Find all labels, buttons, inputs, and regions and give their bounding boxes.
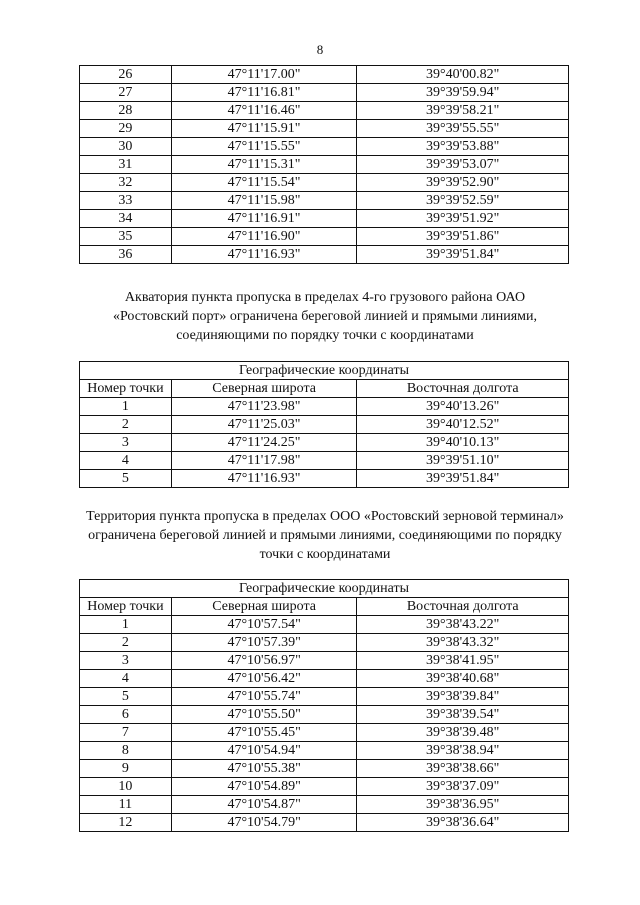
header-point-number: Номер точки	[80, 598, 172, 616]
table-row	[80, 688, 569, 706]
table-row	[80, 724, 569, 742]
longitude-cell: 39°38'39.84"	[357, 688, 569, 706]
longitude-cell: 39°38'39.48"	[357, 724, 569, 742]
table-row	[80, 760, 569, 778]
point-number-cell: 29	[80, 120, 172, 138]
point-number-cell: 9	[80, 760, 172, 778]
table-row	[80, 120, 569, 138]
longitude-cell: 39°40'10.13"	[357, 434, 569, 452]
longitude-cell: 39°38'38.94"	[357, 742, 569, 760]
longitude-cell: 39°39'59.94"	[357, 84, 569, 102]
point-number-cell: 2	[80, 416, 172, 434]
latitude-cell: 47°11'17.00"	[171, 66, 357, 84]
table-row	[80, 706, 569, 724]
latitude-cell: 47°11'16.90"	[171, 228, 357, 246]
longitude-cell: 39°38'36.64"	[357, 814, 569, 832]
table-row	[80, 742, 569, 760]
latitude-cell: 47°10'54.94"	[171, 742, 357, 760]
latitude-cell: 47°11'23.98"	[171, 398, 357, 416]
latitude-cell: 47°10'54.79"	[171, 814, 357, 832]
latitude-cell: 47°11'17.98"	[171, 452, 357, 470]
caption-line: ограничена береговой линией и прямыми линиями, соединяющими по порядку	[88, 528, 562, 543]
point-number-cell: 4	[80, 670, 172, 688]
caption-line: Акватория пункта пропуска в пределах 4-го грузового района ОАО	[124, 290, 526, 305]
longitude-cell: 39°39'51.86"	[357, 228, 569, 246]
table-row	[80, 156, 569, 174]
latitude-cell: 47°10'57.54"	[171, 616, 357, 634]
longitude-cell: 39°38'37.09"	[357, 778, 569, 796]
point-number-cell: 2	[80, 634, 172, 652]
latitude-cell: 47°11'15.54"	[171, 174, 357, 192]
longitude-cell: 39°40'12.52"	[357, 416, 569, 434]
header-latitude: Северная широта	[171, 380, 357, 398]
section3-caption	[60, 507, 590, 564]
longitude-cell: 39°38'40.68"	[357, 670, 569, 688]
latitude-cell: 47°11'16.93"	[171, 470, 357, 488]
latitude-cell: 47°10'55.74"	[171, 688, 357, 706]
latitude-cell: 47°11'15.91"	[171, 120, 357, 138]
caption-line: Территория пункта пропуска в пределах ООО «Ростовский зерновой терминал»	[86, 509, 564, 524]
table-row	[80, 102, 569, 120]
longitude-cell: 39°40'00.82"	[357, 66, 569, 84]
table-row	[80, 174, 569, 192]
point-number-cell: 26	[80, 66, 172, 84]
coordinates-table-continued	[79, 65, 569, 264]
point-number-cell: 1	[80, 616, 172, 634]
latitude-cell: 47°11'16.91"	[171, 210, 357, 228]
point-number-cell: 10	[80, 778, 172, 796]
table-row	[80, 246, 569, 264]
table-row	[80, 814, 569, 832]
caption-line: точки с координатами	[259, 547, 391, 562]
latitude-cell: 47°11'16.93"	[171, 246, 357, 264]
point-number-cell: 27	[80, 84, 172, 102]
port-coordinates-table	[79, 361, 569, 488]
point-number-cell: 32	[80, 174, 172, 192]
latitude-cell: 47°11'25.03"	[171, 416, 357, 434]
section2-caption	[60, 288, 590, 345]
header-latitude: Северная широта	[171, 598, 357, 616]
table-row	[80, 670, 569, 688]
group-header: Географические координаты	[80, 580, 569, 598]
longitude-cell: 39°39'53.88"	[357, 138, 569, 156]
point-number-cell: 28	[80, 102, 172, 120]
point-number-cell: 30	[80, 138, 172, 156]
table-row	[80, 398, 569, 416]
table-row	[80, 138, 569, 156]
latitude-cell: 47°10'54.89"	[171, 778, 357, 796]
point-number-cell: 4	[80, 452, 172, 470]
point-number-cell: 3	[80, 652, 172, 670]
longitude-cell: 39°39'51.84"	[357, 470, 569, 488]
longitude-cell: 39°38'39.54"	[357, 706, 569, 724]
table-row	[80, 470, 569, 488]
table-row	[80, 652, 569, 670]
point-number-cell: 7	[80, 724, 172, 742]
point-number-cell: 5	[80, 688, 172, 706]
longitude-cell: 39°38'43.32"	[357, 634, 569, 652]
longitude-cell: 39°39'58.21"	[357, 102, 569, 120]
caption-line: соединяющими по порядку точки с координатами	[176, 328, 474, 343]
table-row	[80, 228, 569, 246]
longitude-cell: 39°38'38.66"	[357, 760, 569, 778]
point-number-cell: 35	[80, 228, 172, 246]
header-longitude: Восточная долгота	[357, 380, 569, 398]
group-header: Географические координаты	[80, 362, 569, 380]
point-number-cell: 33	[80, 192, 172, 210]
longitude-cell: 39°39'52.59"	[357, 192, 569, 210]
longitude-cell: 39°40'13.26"	[357, 398, 569, 416]
table-row	[80, 796, 569, 814]
table-row	[80, 84, 569, 102]
table-row	[80, 452, 569, 470]
point-number-cell: 6	[80, 706, 172, 724]
longitude-cell: 39°39'51.10"	[357, 452, 569, 470]
longitude-cell: 39°39'52.90"	[357, 174, 569, 192]
header-point-number: Номер точки	[80, 380, 172, 398]
longitude-cell: 39°39'53.07"	[357, 156, 569, 174]
latitude-cell: 47°10'56.97"	[171, 652, 357, 670]
latitude-cell: 47°11'15.98"	[171, 192, 357, 210]
latitude-cell: 47°11'16.46"	[171, 102, 357, 120]
table-row	[80, 616, 569, 634]
point-number-cell: 12	[80, 814, 172, 832]
point-number-cell: 8	[80, 742, 172, 760]
longitude-cell: 39°39'51.92"	[357, 210, 569, 228]
terminal-coordinates-table	[79, 579, 569, 832]
caption-line: «Ростовский порт» ограничена береговой линией и прямыми линиями,	[112, 309, 538, 324]
latitude-cell: 47°11'24.25"	[171, 434, 357, 452]
table-row	[80, 210, 569, 228]
table-row	[80, 66, 569, 84]
latitude-cell: 47°10'56.42"	[171, 670, 357, 688]
table-row	[80, 434, 569, 452]
longitude-cell: 39°39'51.84"	[357, 246, 569, 264]
latitude-cell: 47°11'15.55"	[171, 138, 357, 156]
point-number-cell: 3	[80, 434, 172, 452]
table-row	[80, 192, 569, 210]
latitude-cell: 47°11'15.31"	[171, 156, 357, 174]
point-number-cell: 1	[80, 398, 172, 416]
header-longitude: Восточная долгота	[357, 598, 569, 616]
latitude-cell: 47°10'55.45"	[171, 724, 357, 742]
point-number-cell: 5	[80, 470, 172, 488]
point-number-cell: 36	[80, 246, 172, 264]
longitude-cell: 39°38'41.95"	[357, 652, 569, 670]
longitude-cell: 39°38'36.95"	[357, 796, 569, 814]
point-number-cell: 11	[80, 796, 172, 814]
longitude-cell: 39°39'55.55"	[357, 120, 569, 138]
latitude-cell: 47°10'55.50"	[171, 706, 357, 724]
latitude-cell: 47°10'54.87"	[171, 796, 357, 814]
latitude-cell: 47°10'55.38"	[171, 760, 357, 778]
point-number-cell: 31	[80, 156, 172, 174]
page-number: 8	[316, 42, 324, 57]
table-row	[80, 778, 569, 796]
longitude-cell: 39°38'43.22"	[357, 616, 569, 634]
table-row	[80, 416, 569, 434]
point-number-cell: 34	[80, 210, 172, 228]
table-row	[80, 634, 569, 652]
latitude-cell: 47°10'57.39"	[171, 634, 357, 652]
latitude-cell: 47°11'16.81"	[171, 84, 357, 102]
